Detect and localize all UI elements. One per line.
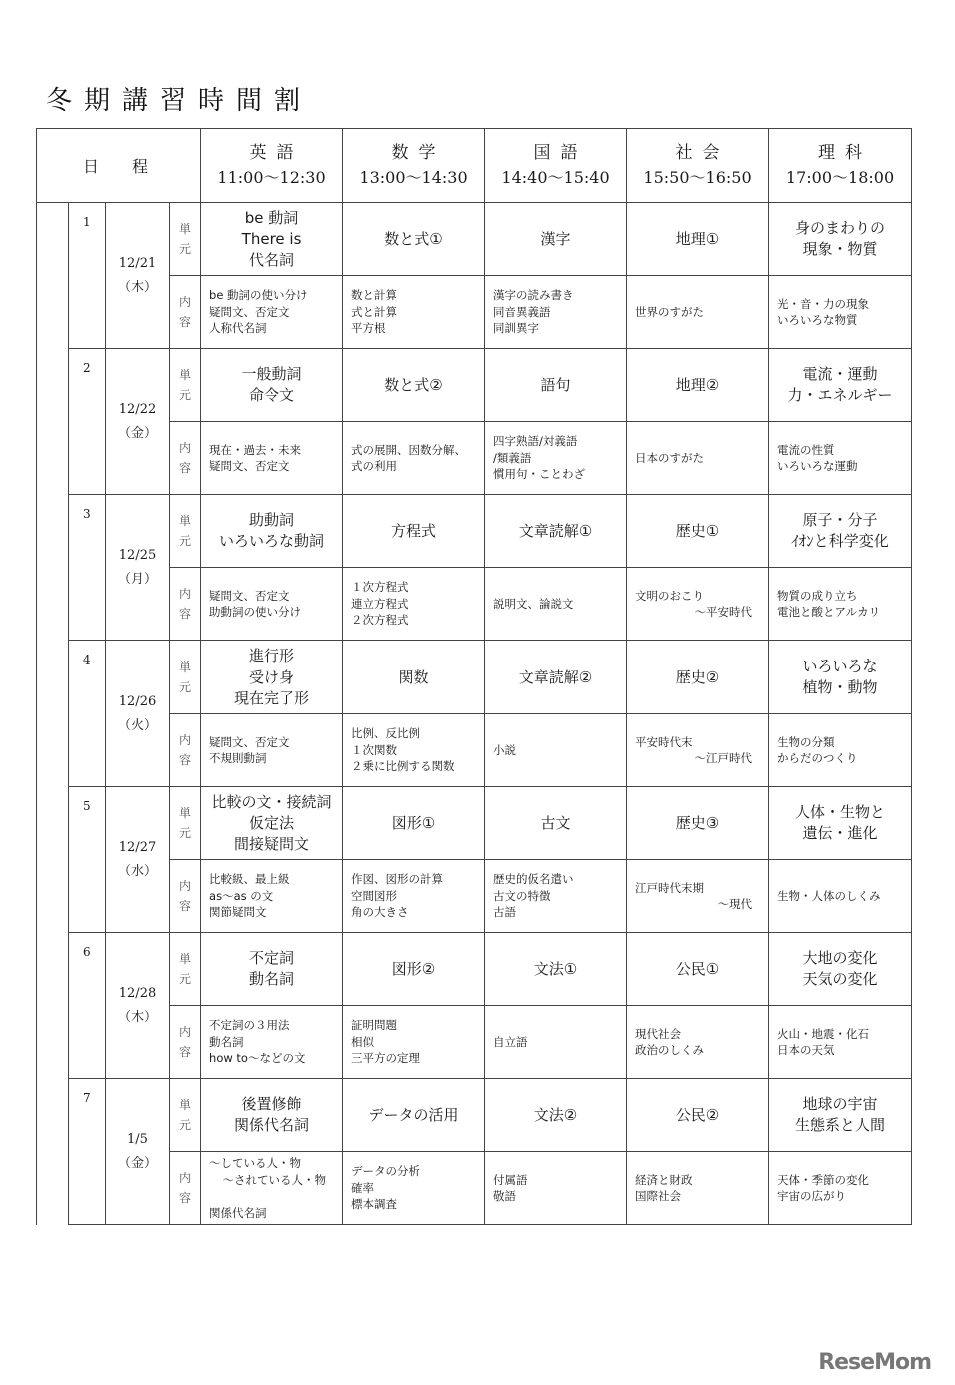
unit-label: 単元 [170,495,201,568]
unit-cell: 公民① [627,933,769,1006]
content-cell: 文明のおこり 〜平安時代 [627,568,769,641]
content-cell: 歴史的仮名遣い 古文の特徴 古語 [485,860,627,933]
unit-cell: 図形① [343,787,485,860]
content-cell: 経済と財政 国際社会 [627,1152,769,1225]
unit-cell: 数と式① [343,203,485,276]
unit-cell: 数と式② [343,349,485,422]
unit-cell: 漢字 [485,203,627,276]
subject-header: 国語 14:40〜15:40 [485,129,627,203]
unit-cell: be 動詞 There is 代名詞 [201,203,343,276]
content-cell: 不定詞の３用法 動名詞 how to〜などの文 [201,1006,343,1079]
day-date: 12/21 （木） [106,203,170,349]
content-cell: 世界のすがた [627,276,769,349]
content-cell: 光・音・力の現象 いろいろな物質 [769,276,912,349]
content-cell: 疑問文、否定文 助動詞の使い分け [201,568,343,641]
content-cell: 小説 [485,714,627,787]
header-row [37,129,912,203]
unit-row [37,641,912,714]
content-label: 内容 [170,568,201,641]
unit-cell: 文法② [485,1079,627,1152]
content-label: 内容 [170,1152,201,1225]
unit-cell: 文法① [485,933,627,1006]
content-cell: 生物・人体のしくみ [769,860,912,933]
content-cell: 日本のすがた [627,422,769,495]
unit-cell: データの活用 [343,1079,485,1152]
day-date: 12/26 （火） [106,641,170,787]
resemom-logo: ReseMom [818,1350,931,1375]
unit-cell: 比較の文・接続詞 仮定法 間接疑問文 [201,787,343,860]
content-cell: 数と計算 式と計算 平方根 [343,276,485,349]
schedule-header: 日 程 [37,129,201,203]
unit-cell: 人体・生物と 遺伝・進化 [769,787,912,860]
content-cell: 付属語 敬語 [485,1152,627,1225]
timetable [36,128,912,1225]
unit-cell: 一般動詞 命令文 [201,349,343,422]
content-cell: 天体・季節の変化 宇宙の広がり [769,1152,912,1225]
content-cell: 物質の成り立ち 電池と酸とアルカリ [769,568,912,641]
unit-cell: いろいろな 植物・動物 [769,641,912,714]
left-margin-cell [37,203,69,1225]
unit-cell: 身のまわりの 現象・物質 [769,203,912,276]
content-cell: 説明文、論説文 [485,568,627,641]
unit-cell: 公民② [627,1079,769,1152]
unit-label: 単元 [170,349,201,422]
content-label: 内容 [170,860,201,933]
content-cell: 江戸時代末期 〜現代 [627,860,769,933]
unit-cell: 助動詞 いろいろな動詞 [201,495,343,568]
day-number: 7 [69,1079,106,1225]
content-cell: データの分析 確率 標本調査 [343,1152,485,1225]
unit-cell: 図形② [343,933,485,1006]
subject-header: 数学 13:00〜14:30 [343,129,485,203]
content-cell: 作図、図形の計算 空間図形 角の大きさ [343,860,485,933]
day-number: 2 [69,349,106,495]
day-number: 1 [69,203,106,349]
unit-row [37,933,912,1006]
unit-cell: 不定詞 動名詞 [201,933,343,1006]
content-cell: 生物の分類 からだのつくり [769,714,912,787]
unit-cell: 歴史③ [627,787,769,860]
content-label: 内容 [170,1006,201,1079]
content-cell: 〜している人・物 〜されている人・物 関係代名詞 [201,1152,343,1225]
unit-cell: 古文 [485,787,627,860]
day-number: 6 [69,933,106,1079]
content-cell: 現在・過去・未来 疑問文、否定文 [201,422,343,495]
unit-cell: 歴史② [627,641,769,714]
content-label: 内容 [170,276,201,349]
subject-header: 英語 11:00〜12:30 [201,129,343,203]
unit-cell: 文章読解② [485,641,627,714]
unit-label: 単元 [170,1079,201,1152]
unit-cell: 進行形 受け身 現在完了形 [201,641,343,714]
unit-cell: 歴史① [627,495,769,568]
unit-row [37,349,912,422]
content-label: 内容 [170,422,201,495]
unit-row [37,495,912,568]
unit-cell: 地球の宇宙 生態系と人間 [769,1079,912,1152]
day-date: 12/22 （金） [106,349,170,495]
content-cell: 電流の性質 いろいろな運動 [769,422,912,495]
unit-cell: 電流・運動 力・エネルギー [769,349,912,422]
unit-row [37,203,912,276]
subject-header: 社会 15:50〜16:50 [627,129,769,203]
content-cell: 疑問文、否定文 不規則動詞 [201,714,343,787]
day-number: 3 [69,495,106,641]
unit-label: 単元 [170,933,201,1006]
content-cell: 現代社会 政治のしくみ [627,1006,769,1079]
unit-cell: 方程式 [343,495,485,568]
content-cell: 漢字の読み書き 同音異義語 同訓異字 [485,276,627,349]
unit-cell: 後置修飾 関係代名詞 [201,1079,343,1152]
content-cell: 証明問題 相似 三平方の定理 [343,1006,485,1079]
unit-label: 単元 [170,641,201,714]
day-number: 4 [69,641,106,787]
content-cell: 比例、反比例 １次関数 ２乗に比例する関数 [343,714,485,787]
content-cell: 式の展開、因数分解、 式の利用 [343,422,485,495]
unit-cell: 地理① [627,203,769,276]
day-date: 12/28 （木） [106,933,170,1079]
unit-cell: 語句 [485,349,627,422]
content-cell: 自立語 [485,1006,627,1079]
unit-label: 単元 [170,787,201,860]
content-cell: 平安時代末 〜江戸時代 [627,714,769,787]
unit-cell: 大地の変化 天気の変化 [769,933,912,1006]
unit-cell: 関数 [343,641,485,714]
day-number: 5 [69,787,106,933]
day-date: 12/25 （月） [106,495,170,641]
unit-cell: 文章読解① [485,495,627,568]
content-cell: be 動詞の使い分け 疑問文、否定文 人称代名詞 [201,276,343,349]
content-cell: 四字熟語/対義語 /類義語 慣用句・ことわざ [485,422,627,495]
unit-cell: 地理② [627,349,769,422]
content-label: 内容 [170,714,201,787]
content-cell: １次方程式 連立方程式 ２次方程式 [343,568,485,641]
content-cell: 火山・地震・化石 日本の天気 [769,1006,912,1079]
subject-header: 理科 17:00〜18:00 [769,129,912,203]
content-cell: 比較級、最上級 as〜as の文 関節疑問文 [201,860,343,933]
day-date: 1/5 （金） [106,1079,170,1225]
page-title: 冬期講習時間割 [46,86,313,116]
day-date: 12/27 （水） [106,787,170,933]
unit-row [37,787,912,860]
unit-cell: 原子・分子 ｲｵﾝと科学変化 [769,495,912,568]
unit-label: 単元 [170,203,201,276]
unit-row [37,1079,912,1152]
